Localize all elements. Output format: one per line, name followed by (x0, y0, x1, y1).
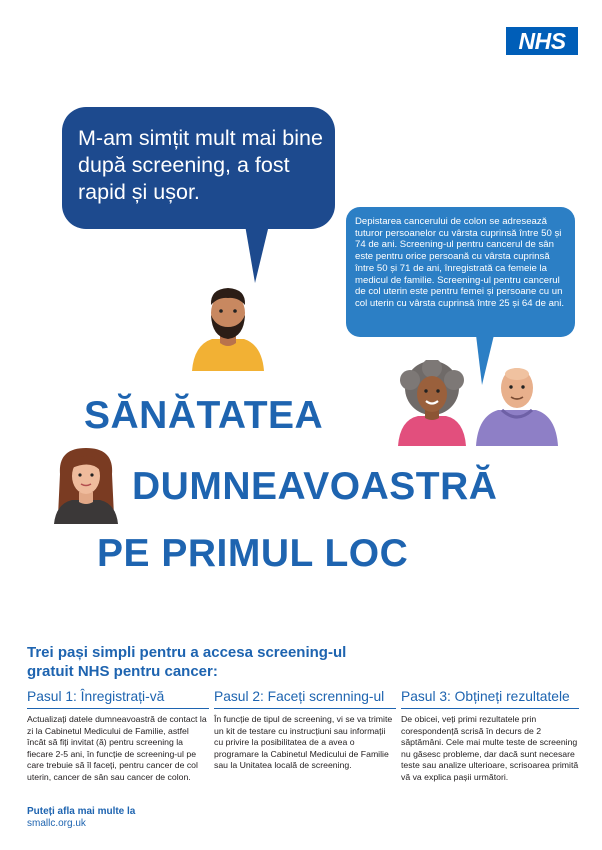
headline-line-2: DUMNEAVOASTRĂ (132, 465, 498, 508)
info-speech-bubble (346, 207, 575, 337)
more-info-label: Puteți afla mai multe la (27, 806, 136, 817)
quote-speech-bubble (62, 107, 335, 229)
step-2 (214, 688, 396, 772)
more-info-link[interactable]: smallc.org.uk (27, 818, 86, 829)
speech-bubble-tail (245, 225, 269, 283)
headline-line-3: PE PRIMUL LOC (97, 532, 409, 575)
more-info (27, 806, 135, 830)
step-3 (401, 688, 579, 783)
step-1 (27, 688, 209, 783)
nhs-logo: NHS (506, 27, 578, 55)
eligibility-info-text: Depistarea cancerului de colon se adresează tuturor persoanelor cu vârsta cuprinsă între 50 și 74 de ani. Screening-ul pentru cancerul de sân este pentru orice persoană cu vârsta cuprinsă între 50 și 71 de ani, înregistrată ca femeie la medicul de familie. Screening-ul pentru cancerul de col uterin este pentru femei și persoane cu un col uterin cu vârsta cuprinsă între 25 și 64 de ani. (355, 216, 565, 309)
bearded-man-illustration (188, 283, 268, 371)
bald-man-illustration (474, 362, 560, 446)
step-title: Pasul 3: Obțineți rezultatele (401, 688, 579, 709)
step-title: Pasul 2: Faceți screnning-ul (214, 688, 396, 709)
older-woman-illustration (394, 360, 470, 446)
step-title: Pasul 1: Înregistrați-vă (27, 688, 209, 709)
step-body: În funcție de tipul de screening, vi se va trimite un kit de testare cu instrucțiuni sau informații cu privire la posibilitatea de a avea o programare la Cabinetul Medicului de Familie sau la Unitatea locală de screening. (214, 714, 393, 770)
steps-intro-heading: Trei pași simpli pentru a accesa screening-ul gratuit NHS pentru cancer: (27, 644, 347, 680)
step-body: De obicei, veți primi rezultatele prin corespondență scrisă în decurs de 2 săptămâni. Cele mai multe teste de screening nu găsesc probleme, dar dacă sunt necesare teste sau analize ulterioare, scrisoarea primită vă va explica pașii următori. (401, 714, 579, 782)
step-body: Actualizați datele dumneavoastră de contact la zi la Cabinetul Medicului de Familie, astfel încât să fiți invitat (ă) pentru screening la fiecare 2-5 ani, în funcție de screening-ul pe care trebuie să îl faceți, pentru cancer de col uterin, cancer de sân sau cancer de colon. (27, 714, 207, 782)
young-woman-illustration (46, 444, 126, 524)
quote-text: M-am simțit mult mai bine după screening, a fost rapid și ușor. (78, 126, 323, 204)
headline-line-1: SĂNĂTATEA (84, 394, 324, 437)
